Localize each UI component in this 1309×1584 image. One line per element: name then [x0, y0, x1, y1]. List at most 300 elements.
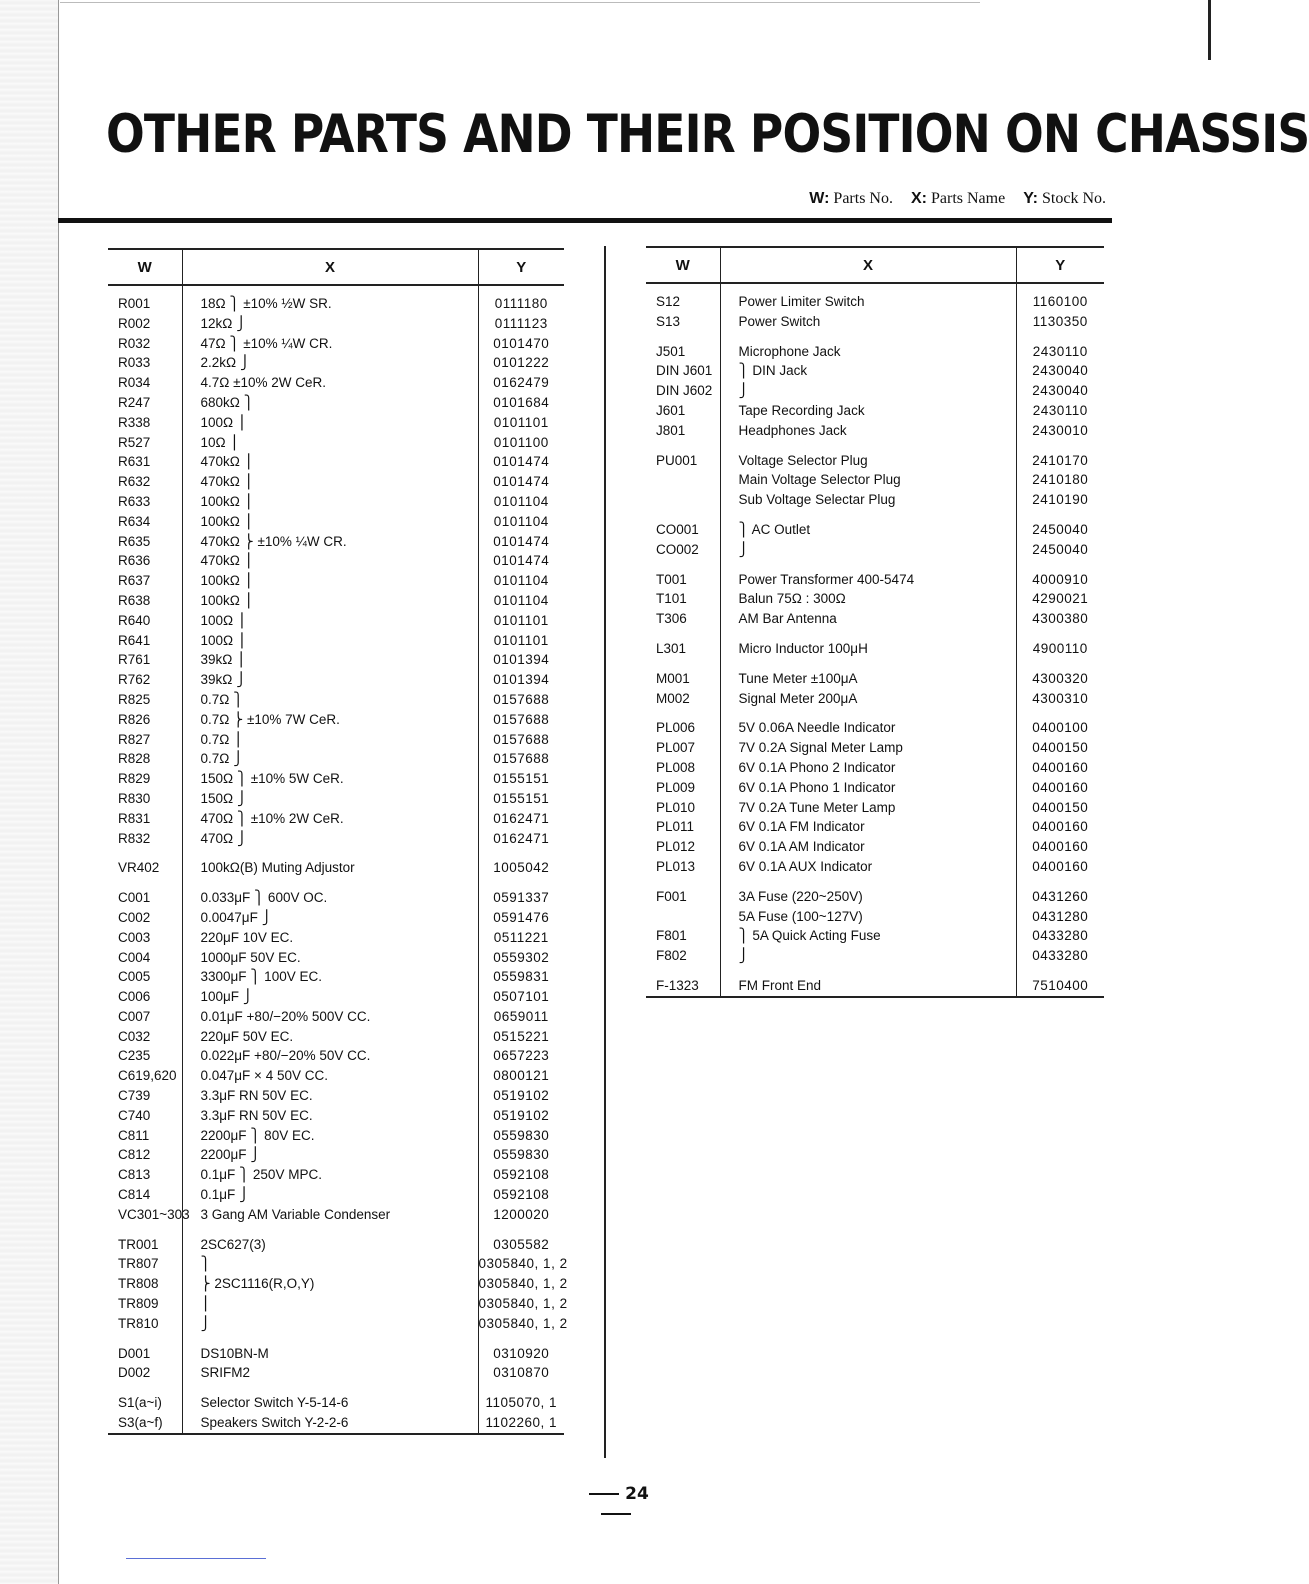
- right-parts-table: [646, 246, 1104, 998]
- cell-x: [720, 560, 1016, 570]
- cell-w: T306: [656, 611, 687, 627]
- table-row: [108, 1205, 564, 1225]
- cell-y: 0305840, 1, 2: [478, 1256, 568, 1272]
- cell-x: 0.1μF ⎫ 250V MPC.: [182, 1165, 478, 1185]
- cell-w: R829: [118, 771, 151, 787]
- cell-y: [1016, 560, 1104, 570]
- cell-x: 1000μF 50V EC.: [182, 948, 478, 968]
- cell-x: AM Bar Antenna: [720, 609, 1016, 629]
- table-row: [646, 639, 1104, 659]
- cell-w: VR402: [118, 860, 160, 876]
- table-row: [646, 540, 1104, 560]
- table-row: [646, 798, 1104, 818]
- cell-x: 0.7Ω ⎭: [182, 749, 478, 769]
- cell-x: 6V 0.1A Phono 1 Indicator: [720, 778, 1016, 798]
- cell-w: S3(a~f): [108, 1413, 182, 1434]
- cell-x: Tape Recording Jack: [720, 401, 1016, 421]
- table-row: [108, 1363, 564, 1383]
- cell-w: C619,620: [118, 1068, 177, 1084]
- table-row: [108, 314, 564, 334]
- cell-y: 0592108: [493, 1187, 550, 1203]
- table-row: [646, 946, 1104, 966]
- cell-y: 0431260: [1032, 888, 1089, 904]
- cell-w: R827: [118, 731, 151, 747]
- cell-y: 0591476: [493, 909, 550, 925]
- cell-x: Selector Switch Y-5-14-6: [182, 1393, 478, 1413]
- cell-w: [646, 510, 720, 520]
- cell-y: 0101104: [493, 573, 549, 589]
- cell-y: 1105070, 1: [485, 1395, 558, 1411]
- cell-w: [646, 441, 720, 451]
- cell-y: 0162471: [493, 810, 550, 826]
- table-row: [108, 1344, 564, 1364]
- left-table-body: [108, 285, 568, 1434]
- cell-y: 0559302: [493, 949, 550, 965]
- cell-x: 470kΩ ⎪: [182, 452, 478, 472]
- cell-y: 0400150: [1032, 799, 1089, 815]
- cell-y: [1016, 332, 1104, 342]
- cell-w: R636: [118, 553, 151, 569]
- cell-w: PL010: [656, 799, 696, 815]
- table-row: [108, 373, 564, 393]
- table-row: [646, 837, 1104, 857]
- cell-y: 0305840, 1, 2: [478, 1315, 568, 1331]
- cell-y: 4000910: [1032, 571, 1089, 587]
- cell-x: ⎭: [182, 1314, 478, 1334]
- cell-w: M001: [656, 670, 690, 686]
- cell-y: 0101470: [493, 335, 550, 351]
- table-row: [646, 441, 1104, 451]
- table-row: [108, 1165, 564, 1185]
- table-row: [108, 591, 564, 611]
- cell-w: C006: [118, 989, 151, 1005]
- table-row: [108, 1294, 564, 1314]
- cell-x: 2.2kΩ ⎭: [182, 353, 478, 373]
- cell-y: [1016, 877, 1104, 887]
- cell-y: [478, 1225, 564, 1235]
- table-row: [646, 283, 1104, 312]
- table-row: [108, 1066, 564, 1086]
- cell-x: 0.022μF +80/−20% 50V CC.: [182, 1046, 478, 1066]
- cell-x: ⎫ DIN Jack: [720, 361, 1016, 381]
- cell-x: [182, 1383, 478, 1393]
- cell-w: F-1323: [646, 976, 720, 997]
- cell-x: 6V 0.1A FM Indicator: [720, 817, 1016, 837]
- left-header-w: W: [108, 249, 182, 285]
- table-row: [646, 470, 1104, 490]
- cell-y: 0800121: [493, 1068, 550, 1084]
- cell-x: ⎭: [720, 381, 1016, 401]
- cell-w: T101: [656, 591, 687, 607]
- cell-x: 18Ω ⎫ ±10% ½W SR.: [182, 285, 478, 314]
- cell-w: S12: [656, 294, 681, 309]
- table-row: [646, 560, 1104, 570]
- table-row: [646, 490, 1104, 510]
- cell-x: [720, 629, 1016, 639]
- cell-y: 0515221: [493, 1028, 550, 1044]
- cell-w: C811: [118, 1127, 150, 1143]
- cell-x: ⎭: [720, 946, 1016, 966]
- cell-w: C812: [118, 1147, 151, 1163]
- cell-w: R247: [118, 394, 151, 410]
- cell-x: 0.7Ω ⎪: [182, 730, 478, 750]
- cell-y: 0162471: [493, 830, 550, 846]
- cell-w: M002: [656, 690, 690, 706]
- cell-w: F801: [656, 928, 687, 944]
- cell-w: R338: [118, 414, 151, 430]
- table-row: [108, 1334, 564, 1344]
- table-row: [108, 829, 564, 849]
- cell-w: L301: [656, 640, 687, 656]
- cell-x: [720, 510, 1016, 520]
- table-row: [108, 1007, 564, 1027]
- cell-y: 0519102: [493, 1107, 550, 1123]
- table-row: [108, 631, 564, 651]
- table-row: [108, 888, 564, 908]
- cell-w: PU001: [656, 452, 698, 468]
- cell-x: [720, 659, 1016, 669]
- cell-y: 4900110: [1032, 640, 1088, 656]
- cell-x: 100Ω ⎪: [182, 611, 478, 631]
- cell-w: R761: [118, 652, 151, 668]
- cell-y: 0157688: [493, 691, 550, 707]
- cell-x: Microphone Jack: [720, 342, 1016, 362]
- cell-x: 220μF 50V EC.: [182, 1027, 478, 1047]
- cell-x: 100Ω ⎪: [182, 413, 478, 433]
- cell-w: J601: [656, 402, 686, 418]
- table-row: [646, 520, 1104, 540]
- cell-y: 0101394: [493, 672, 550, 688]
- table-row: [646, 738, 1104, 758]
- column-legend: [809, 190, 1106, 208]
- cell-y: 0559830: [493, 1147, 550, 1163]
- table-row: [646, 758, 1104, 778]
- cell-y: 0400150: [1032, 740, 1089, 756]
- table-row: [108, 1314, 564, 1334]
- table-row: [646, 817, 1104, 837]
- cell-w: [646, 877, 720, 887]
- table-row: [108, 948, 564, 968]
- cell-x: ⎬ 2SC1116(R,O,Y): [182, 1274, 478, 1294]
- cell-x: [182, 878, 478, 888]
- cell-x: 100Ω ⎪: [182, 631, 478, 651]
- cell-x: ⎫: [182, 1254, 478, 1274]
- legend-text-y: Stock No.: [1042, 190, 1106, 207]
- cell-y: 2430040: [1032, 383, 1089, 399]
- cell-w: C740: [118, 1107, 151, 1123]
- cell-w: R033: [118, 355, 151, 371]
- cell-w: C007: [118, 1008, 151, 1024]
- cell-y: [1016, 441, 1104, 451]
- cell-y: 0101394: [493, 652, 550, 668]
- right-header-y: Y: [1016, 247, 1104, 283]
- cell-x: 5A Fuse (100~127V): [720, 907, 1016, 927]
- table-row: [108, 413, 564, 433]
- cell-y: 0162479: [493, 375, 550, 391]
- cell-y: 0101474: [493, 533, 550, 549]
- cell-y: 0659011: [493, 1008, 549, 1024]
- cell-y: 0400100: [1032, 720, 1089, 736]
- table-row: [108, 334, 564, 354]
- table-row: [646, 966, 1104, 976]
- table-row: [108, 492, 564, 512]
- cell-y: 0305840, 1, 2: [478, 1296, 568, 1312]
- cell-w: [646, 708, 720, 718]
- cell-w: PL008: [656, 759, 696, 775]
- cell-w: [646, 907, 720, 927]
- cell-x: 0.7Ω ⎬ ±10% 7W CeR.: [182, 710, 478, 730]
- table-row: [646, 857, 1104, 877]
- cell-y: 0101101: [493, 632, 549, 648]
- cell-y: 1130350: [1032, 313, 1088, 329]
- cell-w: R527: [118, 434, 151, 450]
- cell-y: 0101684: [493, 394, 550, 410]
- cell-x: 100μF ⎭: [182, 987, 478, 1007]
- cell-x: 3.3μF RN 50V EC.: [182, 1086, 478, 1106]
- cell-w: C814: [118, 1187, 151, 1203]
- cell-y: 0155151: [493, 790, 550, 806]
- header-rule: [58, 218, 1112, 223]
- cell-y: [1016, 708, 1104, 718]
- table-row: [108, 670, 564, 690]
- cell-y: 0433280: [1032, 928, 1089, 944]
- cell-y: 0111180: [494, 296, 548, 311]
- cell-w: VC301~303: [118, 1206, 190, 1222]
- footer-line: [126, 1558, 266, 1559]
- cell-w: F001: [656, 888, 687, 904]
- cell-x: 100kΩ ⎪: [182, 492, 478, 512]
- table-row: [108, 571, 564, 591]
- cell-w: [646, 560, 720, 570]
- cell-x: 0.1μF ⎭: [182, 1185, 478, 1205]
- table-row: [108, 1235, 564, 1255]
- cell-y: [1016, 966, 1104, 976]
- table-row: [108, 611, 564, 631]
- cell-y: 0507101: [493, 989, 550, 1005]
- table-row: [646, 381, 1104, 401]
- cell-w: T001: [656, 571, 687, 587]
- page-title: OTHER PARTS AND THEIR POSITION ON CHASSIS: [106, 104, 1309, 165]
- cell-w: C003: [118, 929, 151, 945]
- cell-x: [720, 966, 1016, 976]
- cell-y: 0101474: [493, 474, 550, 490]
- cell-x: DS10BN-M: [182, 1344, 478, 1364]
- cell-x: [182, 1225, 478, 1235]
- left-header-x: X: [182, 249, 478, 285]
- cell-w: C235: [118, 1048, 151, 1064]
- cell-w: C004: [118, 949, 151, 965]
- cell-y: 1200020: [493, 1206, 550, 1222]
- cell-y: 0101104: [493, 513, 549, 529]
- cell-w: TR810: [118, 1315, 159, 1331]
- cell-y: 0511221: [493, 929, 549, 945]
- cell-w: R641: [118, 632, 151, 648]
- cell-w: R631: [118, 454, 151, 470]
- legend-key-y: Y:: [1023, 190, 1038, 207]
- cell-y: 0559830: [493, 1127, 550, 1143]
- cell-w: CO001: [656, 521, 699, 537]
- table-row: [108, 1225, 564, 1235]
- table-row: [108, 928, 564, 948]
- cell-x: 100kΩ ⎪: [182, 512, 478, 532]
- cell-y: 1160100: [1032, 294, 1088, 309]
- table-row: [108, 512, 564, 532]
- cell-y: [478, 1383, 564, 1393]
- cell-w: TR001: [118, 1236, 159, 1252]
- cell-x: ⎫ 5A Quick Acting Fuse: [720, 926, 1016, 946]
- cell-w: R640: [118, 612, 151, 628]
- legend-key-x: X:: [910, 190, 927, 207]
- cell-w: R831: [118, 810, 151, 826]
- cell-y: 0157688: [493, 751, 550, 767]
- table-row: [108, 710, 564, 730]
- cell-y: 7510400: [1016, 976, 1104, 997]
- table-row: [646, 887, 1104, 907]
- cell-x: 680kΩ ⎫: [182, 393, 478, 413]
- left-header-y: Y: [478, 249, 564, 285]
- cell-x: 220μF 10V EC.: [182, 928, 478, 948]
- table-row: [108, 858, 564, 878]
- cell-w: [108, 1334, 182, 1344]
- cell-w: DIN J602: [656, 383, 713, 399]
- cell-y: [1016, 629, 1104, 639]
- cell-y: 4290021: [1032, 591, 1089, 607]
- cell-x: 100kΩ ⎪: [182, 591, 478, 611]
- scan-edge-left: [0, 0, 58, 1584]
- cell-x: [720, 332, 1016, 342]
- table-row: [646, 570, 1104, 590]
- table-row: [646, 421, 1104, 441]
- cell-w: R828: [118, 751, 151, 767]
- cell-x: 6V 0.1A AM Indicator: [720, 837, 1016, 857]
- cell-x: 100kΩ ⎪: [182, 571, 478, 591]
- cell-w: C739: [118, 1088, 151, 1104]
- cell-x: 7V 0.2A Tune Meter Lamp: [720, 798, 1016, 818]
- cell-x: Power Transformer 400-5474: [720, 570, 1016, 590]
- table-row: [108, 1185, 564, 1205]
- column-divider: [604, 246, 606, 1458]
- cell-w: [646, 659, 720, 669]
- cell-w: R634: [118, 513, 151, 529]
- cell-y: 0400160: [1032, 839, 1089, 855]
- cell-y: 0101474: [493, 454, 550, 470]
- cell-x: 3 Gang AM Variable Condenser: [182, 1205, 478, 1225]
- cell-y: 0305840, 1, 2: [478, 1276, 568, 1292]
- cell-y: [1016, 659, 1104, 669]
- table-row: [646, 907, 1104, 927]
- table-row: [108, 452, 564, 472]
- scan-margin-line: [58, 0, 59, 1584]
- cell-x: 6V 0.1A Phono 2 Indicator: [720, 758, 1016, 778]
- cell-w: PL013: [656, 858, 696, 874]
- cell-y: 4300380: [1032, 611, 1089, 627]
- cell-y: 0101104: [493, 592, 549, 608]
- table-row: [646, 510, 1104, 520]
- table-row: [108, 532, 564, 552]
- cell-w: C032: [118, 1028, 151, 1044]
- cell-y: 0305582: [493, 1236, 550, 1252]
- cell-w: [108, 1225, 182, 1235]
- cell-x: Power Limiter Switch: [720, 283, 1016, 312]
- cell-x: 5V 0.06A Needle Indicator: [720, 718, 1016, 738]
- table-row: [646, 401, 1104, 421]
- cell-w: TR807: [118, 1256, 159, 1272]
- cell-x: Voltage Selector Plug: [720, 451, 1016, 471]
- cell-x: 470kΩ ⎪: [182, 472, 478, 492]
- cell-x: 12kΩ ⎭: [182, 314, 478, 334]
- table-row: [108, 987, 564, 1007]
- table-row: [108, 690, 564, 710]
- table-row: [108, 769, 564, 789]
- cell-x: SRIFM2: [182, 1363, 478, 1383]
- cell-y: [478, 848, 564, 858]
- cell-w: R762: [118, 672, 151, 688]
- cell-y: 0519102: [493, 1088, 550, 1104]
- table-row: [108, 433, 564, 453]
- cell-w: PL009: [656, 779, 696, 795]
- cell-w: C002: [118, 909, 151, 925]
- cell-w: R633: [118, 493, 151, 509]
- cell-y: 0657223: [493, 1048, 550, 1064]
- cell-x: Balun 75Ω : 300Ω: [720, 589, 1016, 609]
- cell-x: 3.3μF RN 50V EC.: [182, 1106, 478, 1126]
- cell-x: 4.7Ω ±10% 2W CeR.: [182, 373, 478, 393]
- cell-y: 2450040: [1032, 521, 1089, 537]
- cell-w: [646, 966, 720, 976]
- table-row: [646, 312, 1104, 332]
- table-row: [108, 789, 564, 809]
- cell-w: S13: [656, 313, 681, 329]
- cell-y: 4300310: [1032, 690, 1089, 706]
- cell-y: 0101104: [493, 493, 549, 509]
- cell-y: [1016, 510, 1104, 520]
- cell-y: 0592108: [493, 1167, 550, 1183]
- legend-text-w: Parts No.: [833, 190, 893, 207]
- table-row: [108, 393, 564, 413]
- table-row: [108, 1393, 564, 1413]
- table-row: [108, 848, 564, 858]
- cell-x: 39kΩ ⎭: [182, 670, 478, 690]
- cell-w: [646, 490, 720, 510]
- cell-w: R032: [118, 335, 151, 351]
- table-row: [108, 1413, 564, 1434]
- cell-x: [182, 1334, 478, 1344]
- cell-w: R635: [118, 533, 151, 549]
- table-row: [108, 809, 564, 829]
- cell-x: Main Voltage Selector Plug: [720, 470, 1016, 490]
- legend-key-w: W:: [809, 190, 830, 207]
- table-row: [108, 1274, 564, 1294]
- cell-w: D002: [118, 1365, 151, 1381]
- table-row: [108, 878, 564, 888]
- cell-y: 0155151: [493, 771, 550, 787]
- table-row: [646, 342, 1104, 362]
- table-row: [646, 589, 1104, 609]
- table-row: [108, 1086, 564, 1106]
- table-row: [108, 967, 564, 987]
- table-row: [646, 708, 1104, 718]
- cell-y: 0157688: [493, 731, 550, 747]
- cell-x: 150Ω ⎭: [182, 789, 478, 809]
- cell-x: 0.7Ω ⎫: [182, 690, 478, 710]
- cell-w: R830: [118, 790, 151, 806]
- cell-x: Signal Meter 200μA: [720, 689, 1016, 709]
- cell-x: Speakers Switch Y-2-2-6: [182, 1413, 478, 1434]
- table-row: [646, 332, 1104, 342]
- table-row: [646, 976, 1104, 997]
- cell-y: 0400160: [1032, 858, 1089, 874]
- scan-edge-right: [1208, 0, 1211, 60]
